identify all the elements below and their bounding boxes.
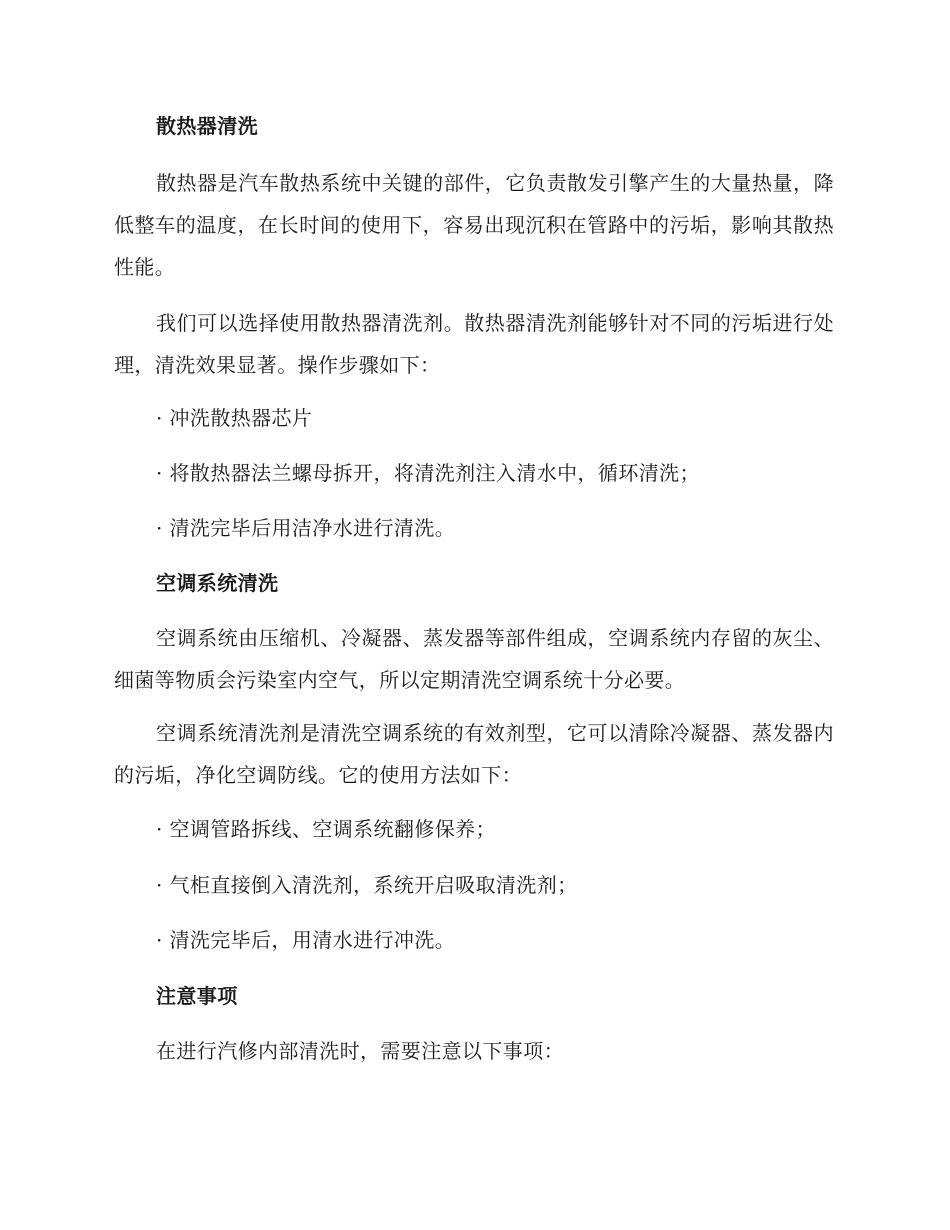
bullet-radiator-3: · 清洗完毕后用洁净水进行清洗。 <box>156 516 456 540</box>
paragraph-ac-cleaner: 空调系统清洗剂是清洗空调系统的有效剂型，它可以清除冷凝器、蒸发器内的污垢，净化空调防线。它的使用方法如下： <box>114 721 834 787</box>
bullet-ac-1: · 空调管路拆线、空调系统翻修保养； <box>156 817 496 841</box>
section-heading-notes: 注意事项 <box>156 984 238 1008</box>
bullet-ac-2: · 气柜直接倒入清洗剂，系统开启吸取清洗剂； <box>156 873 578 897</box>
section-heading-radiator: 散热器清洗 <box>156 114 258 138</box>
section-heading-ac: 空调系统清洗 <box>156 571 279 595</box>
bullet-radiator-2: · 将散热器法兰螺母拆开，将清洗剂注入清水中，循环清洗； <box>156 461 700 485</box>
paragraph-radiator-intro: 散热器是汽车散热系统中关键的部件，它负责散发引擎产生的大量热量，降低整车的温度，在长时间的使用下，容易出现沉积在管路中的污垢，影响其散热性能。 <box>114 171 834 279</box>
paragraph-ac-intro: 空调系统由压缩机、冷凝器、蒸发器等部件组成，空调系统内存留的灰尘、细菌等物质会污染室内空气，所以定期清洗空调系统十分必要。 <box>114 626 834 692</box>
paragraph-notes-intro: 在进行汽修内部清洗时，需要注意以下事项： <box>156 1039 564 1063</box>
bullet-radiator-1: · 冲洗散热器芯片 <box>156 406 313 430</box>
paragraph-radiator-cleaner: 我们可以选择使用散热器清洗剂。散热器清洗剂能够针对不同的污垢进行处理，清洗效果显著。操作步骤如下： <box>114 311 834 377</box>
bullet-ac-3: · 清洗完毕后，用清水进行冲洗。 <box>156 928 456 952</box>
